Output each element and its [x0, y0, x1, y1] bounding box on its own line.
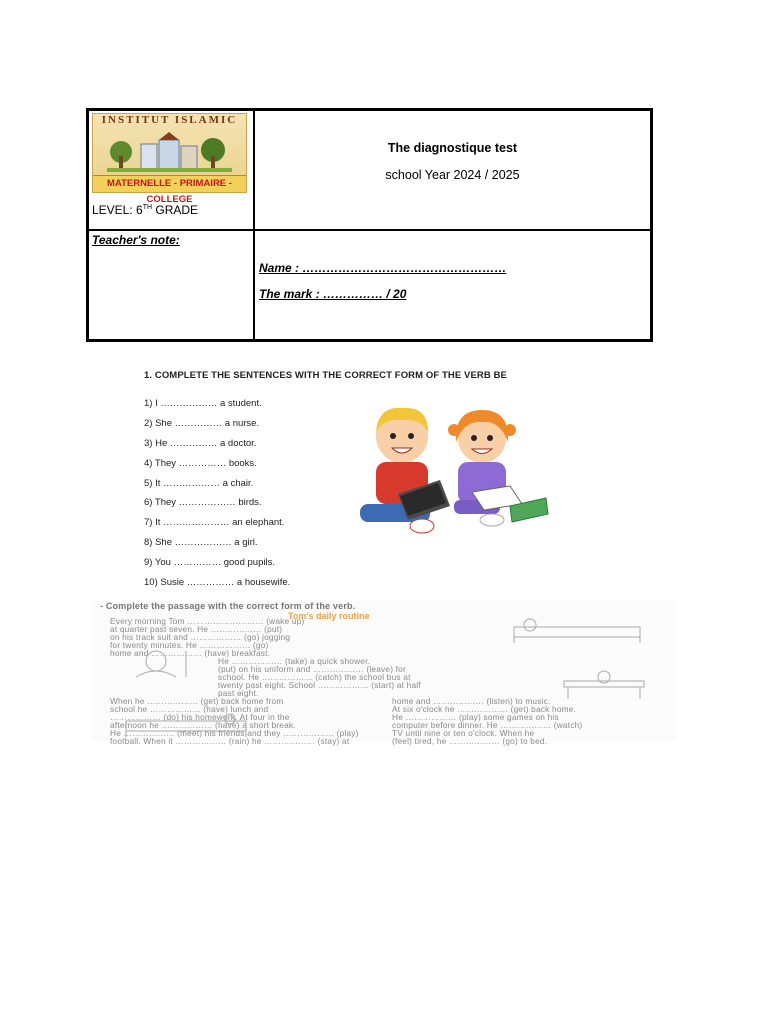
sentence-item: 2) She …………… a nurse. — [144, 417, 260, 429]
sentence-item: 3) He …………… a doctor. — [144, 437, 257, 449]
shower-sketch-icon — [116, 647, 206, 681]
passage-line: past eight. — [218, 688, 259, 698]
desk-sketch-icon — [554, 669, 654, 699]
sentence-item: 1) I ……………… a student. — [144, 398, 262, 409]
passage-line: at quarter past seven. He ……………… (put) — [110, 624, 283, 634]
title-cell — [255, 111, 650, 229]
grade-level: LEVEL: 6TH GRADE — [92, 203, 199, 217]
mark-field: The mark : …………… / 20 — [259, 287, 407, 301]
sentence-item: 9) You …………… good pupils. — [144, 557, 275, 569]
passage-subtitle: Tom's daily routine — [288, 611, 370, 621]
passage-line: (feel) tired, he ……………… (go) to bed. — [392, 736, 548, 746]
teacher-note-label: Teacher's note: — [92, 233, 180, 247]
passage-line: school. He ……………… (catch) the school bus at — [218, 672, 411, 682]
sentence-item: 4) They …………… books. — [144, 457, 257, 469]
passage-line: Every morning Tom ……………………… (wake up) — [110, 616, 305, 626]
passage-line: computer before dinner. He ……………… (watch) — [392, 720, 583, 730]
sentence-item: 10) Susie …………… a housewife. — [144, 577, 291, 589]
header-table — [86, 108, 653, 342]
passage-line: (put) on his uniform and ……………… (leave) for — [218, 664, 406, 674]
logo-band: MATERNELLE - PRIMAIRE - COLLEGE — [93, 175, 246, 192]
passage-line: ……………… (do) his homework. At four in the — [110, 712, 290, 722]
sentence-item: 8) She ……………… a girl. — [144, 537, 258, 549]
exercise-2-title: - Complete the passage with the correct form of the verb. — [100, 601, 356, 611]
logo-illustration — [107, 132, 232, 172]
passage-line: afternoon he ……………… (have) a short break. — [110, 720, 296, 730]
kids-with-laptop-illustration — [350, 402, 550, 540]
passage-line: school he ……………… (have) lunch and — [110, 704, 269, 714]
passage-line: for twenty minutes. He ……………… (go) — [110, 640, 269, 650]
name-field: Name : …………………………………………… — [259, 261, 507, 275]
sentence-item: 6) They ……………… birds. — [144, 497, 262, 509]
exercise-2 — [92, 601, 676, 746]
bed-sketch-icon — [510, 617, 650, 643]
passage-line: home and ……………… (listen) to music. — [392, 696, 551, 706]
table-divider-horizontal — [89, 229, 650, 231]
passage-line: He ……………… (play) some games on his — [392, 712, 559, 722]
sentence-list — [144, 394, 290, 593]
passage-line: When he ……………… (get) back home from — [110, 696, 284, 706]
passage-line: on his track suit and ……………… (go) jogging — [110, 632, 291, 642]
exercise-1-title: 1. COMPLETE THE SENTENCES WITH THE CORRECT FORM OF THE VERB BE — [144, 370, 507, 381]
logo-arc-text: INSTITUT ISLAMIC — [101, 114, 238, 126]
passage-line: At six o'clock he ……………… (get) back home. — [392, 704, 577, 714]
school-year: school Year 2024 / 2025 — [385, 168, 520, 182]
test-title: The diagnostique test — [387, 141, 518, 155]
passage-line: football. When it ……………… (rain) he ……………… (stay) at — [110, 736, 350, 746]
sentence-item: 5) It ……………… a chair. — [144, 477, 254, 489]
school-logo — [92, 113, 247, 205]
passage-line: He ……………… (take) a quick shower. — [218, 656, 371, 666]
passage-line: TV until nine or ten o'clock. When he — [392, 728, 535, 738]
passage-line: twenty past eight. School ……………… (start) at half — [218, 680, 421, 690]
sofa-sketch-icon — [120, 713, 260, 739]
sentence-item: 7) It ………………… an elephant. — [144, 517, 285, 529]
passage-line: home and ……………… (have) breakfast. — [110, 648, 271, 658]
passage-line: He ……………… (meet) his friends and they ……………… (play) — [110, 728, 359, 738]
